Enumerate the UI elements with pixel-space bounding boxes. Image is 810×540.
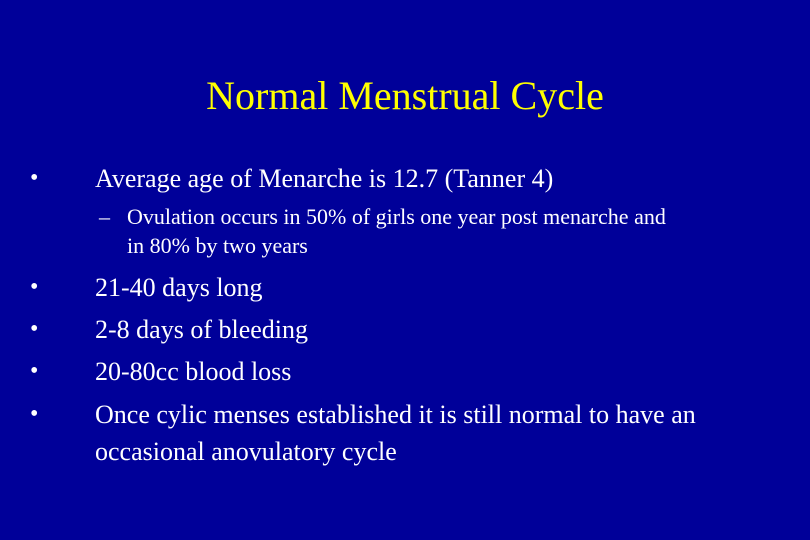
bullet-item <box>30 160 785 197</box>
sub-bullet-text: Ovulation occurs in 50% of girls one year post menarche and in 80% by two years <box>127 204 666 258</box>
bullet-text: 20-80cc blood loss <box>95 357 292 386</box>
bullet-text: Average age of Menarche is 12.7 (Tanner 4) <box>95 164 554 193</box>
bullet-icon: • <box>30 401 39 427</box>
slide-title: Normal Menstrual Cycle <box>206 73 604 118</box>
bullet-item <box>30 353 785 390</box>
bullet-icon: • <box>30 316 39 342</box>
bullet-text: 21-40 days long <box>95 273 263 302</box>
bullet-item <box>30 311 785 348</box>
bullet-item <box>30 269 785 306</box>
bullet-icon: • <box>30 358 39 384</box>
dash-icon: – <box>99 204 110 229</box>
bullet-icon: • <box>30 165 39 191</box>
bullet-text: 2-8 days of bleeding <box>95 315 309 344</box>
bullet-icon: • <box>30 274 39 300</box>
sub-bullet-item <box>99 202 687 260</box>
bullet-item <box>30 396 785 470</box>
bullet-text: Once cylic menses established it is still normal to have an occasional anovulatory cycle <box>95 400 696 466</box>
